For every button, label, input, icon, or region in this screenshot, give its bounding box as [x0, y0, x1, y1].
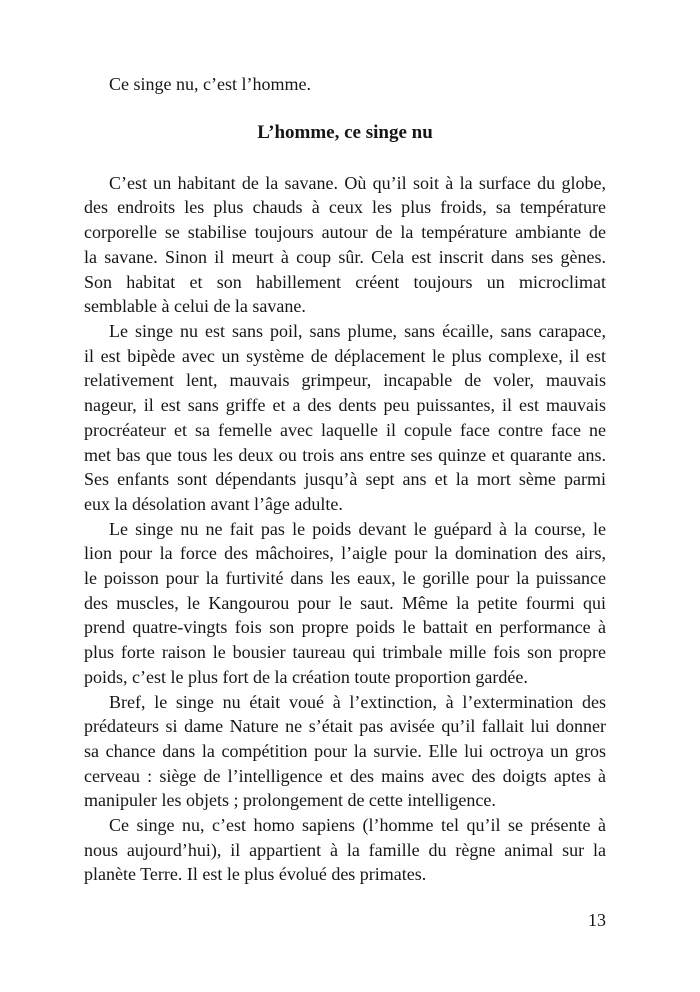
text-line: lion pour la force des mâchoires, l’aigle pour la domination des airs, — [84, 543, 606, 564]
text-line: nageur, il est sans griffe et a des dents peu puissantes, il est mauvais — [84, 395, 606, 416]
text-line: Ce singe nu, c’est homo sapiens (l’homme tel qu’il se présente à — [109, 815, 606, 836]
text-line: prend quatre-vingts fois son propre poids le battait en performance à — [84, 617, 606, 638]
text-line: des endroits les plus chauds à ceux les plus froids, sa température — [84, 197, 606, 218]
text-line: nous aujourd’hui), il appartient à la famille du règne animal sur la — [84, 839, 606, 860]
text-line: Le singe nu ne fait pas le poids devant le guépard à la course, le — [109, 518, 606, 539]
text-line: Bref, le singe nu était voué à l’extinction, à l’extermination des — [109, 691, 606, 712]
text-line: eux la désolation avant l’âge adulte. — [84, 493, 343, 514]
text-line: cerveau : siège de l’intelligence et des mains avec des doigts aptes à — [84, 765, 606, 786]
text-line: sa chance dans la compétition pour la survie. Elle lui octroya un gros — [84, 740, 606, 761]
text-line: plus forte raison le bousier taureau qui trimbale mille fois son propre — [84, 642, 606, 663]
paragraph — [84, 813, 606, 887]
page-body — [84, 171, 606, 887]
page-content — [84, 72, 606, 887]
page-number: 13 — [588, 910, 606, 930]
paragraph — [84, 319, 606, 517]
paragraph — [84, 171, 606, 319]
text-line: relativement lent, mauvais grimpeur, incapable de voler, mauvais — [84, 370, 606, 391]
text-line: met bas que tous les deux ou trois ans entre ses quinze et quarante ans. — [84, 444, 606, 465]
text-line: C’est un habitant de la savane. Où qu’il soit à la surface du globe, — [109, 172, 606, 193]
text-line: manipuler les objets ; prolongement de cette intelligence. — [84, 790, 496, 811]
text-line: le poisson pour la furtivité dans les eaux, le gorille pour la puissance — [84, 568, 606, 589]
text-line: poids, c’est le plus fort de la création toute proportion gardée. — [84, 666, 528, 687]
text-line: planète Terre. Il est le plus évolué des primates. — [84, 864, 427, 885]
text-line: il est bipède avec un système de déplacement le plus complexe, il est — [84, 345, 606, 366]
chapter-title: L’homme, ce singe nu — [257, 122, 433, 144]
opening-line: Ce singe nu, c’est l’homme. — [109, 74, 311, 94]
text-line: semblable à celui de la savane. — [84, 296, 306, 317]
text-line: des muscles, le Kangourou pour le saut. Même la petite fourmi qui — [84, 592, 606, 613]
text-line: la savane. Sinon il meurt à coup sûr. Cela est inscrit dans ses gènes. — [84, 246, 606, 267]
text-line: corporelle se stabilise toujours autour de la température ambiante de — [84, 222, 606, 243]
text-line: Le singe nu est sans poil, sans plume, sans écaille, sans carapace, — [109, 321, 606, 341]
text-line: prédateurs si dame Nature ne s’était pas avisée qu’il fallait lui donner — [84, 716, 606, 737]
text-line: Ses enfants sont dépendants jusqu’à sept ans et la mort sème parmi — [84, 469, 606, 490]
text-line: Son habitat et son habillement créent toujours un microclimat — [84, 271, 606, 292]
paragraph — [84, 690, 606, 814]
paragraph — [84, 517, 606, 690]
text-line: procréateur et sa femelle avec laquelle il copule face contre face ne — [84, 419, 606, 440]
